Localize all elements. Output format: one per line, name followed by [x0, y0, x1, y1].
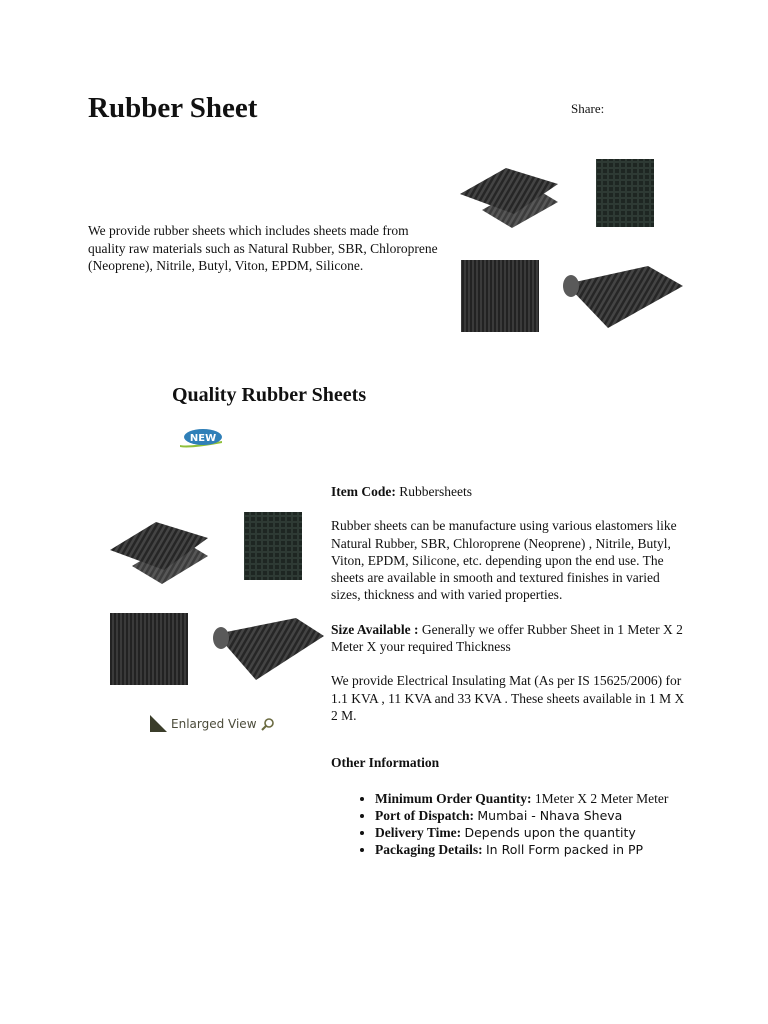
other-information-list — [331, 790, 686, 859]
grid-mat-image — [596, 159, 654, 227]
share-label[interactable]: Share: — [571, 101, 605, 116]
item-code — [331, 483, 686, 500]
enlarged-view-label: Enlarged View — [171, 716, 257, 731]
list-item: • Port of Dispatch: Mumbai - Nhava Sheva — [375, 807, 686, 824]
list-item: • Minimum Order Quantity: 1Meter X 2 Meter Meter — [375, 790, 686, 807]
ribbed-sheet-image — [461, 260, 539, 332]
svg-text:NEW: NEW — [189, 433, 217, 444]
intro-paragraph: We provide rubber sheets which includes sheets made from quality raw materials such as Natural Rubber, SBR, Chloroprene (Neoprene), Nitrile, Butyl, Viton, EPDM, Silicone. — [88, 223, 438, 273]
product-images-lower[interactable] — [106, 510, 326, 690]
size-available — [331, 621, 686, 656]
page-title: Rubber Sheet — [88, 92, 258, 124]
item-code-value: Rubbersheets — [399, 484, 472, 499]
enlarged-view-link[interactable] — [150, 715, 275, 732]
size-label: Size Available : — [331, 621, 419, 637]
rubber-roll-image — [213, 618, 324, 680]
new-badge-icon — [178, 427, 224, 449]
description-paragraph: Rubber sheets can be manufacture using various elastomers like Natural Rubber, SBR, Chloroprene (Neoprene) , Nitrile, Butyl, Viton, EPDM, Silicone, etc. depending upon the end use. The sheets are available in smooth and textured finishes in varied sizes, thickness and with varied properties. — [331, 518, 677, 603]
mat-tiles-image — [110, 522, 208, 584]
mat-tiles-image — [460, 168, 558, 228]
magnifier-icon — [261, 717, 275, 731]
list-item: • Delivery Time: Depends upon the quantity — [375, 824, 686, 841]
product-details — [331, 483, 686, 859]
section-title: Quality Rubber Sheets — [172, 384, 367, 406]
item-code-label: Item Code: — [331, 484, 396, 499]
electrical-paragraph: We provide Electrical Insulating Mat (As per IS 15625/2006) for 1.1 KVA , 11 KVA and 33 KVA . These sheets available in 1 M X 2 M. — [331, 673, 685, 723]
rubber-roll-image — [563, 266, 683, 328]
ribbed-sheet-image — [110, 613, 188, 685]
product-images-top — [458, 156, 688, 336]
other-information-heading: Other Information — [331, 755, 440, 771]
size-value: Generally we offer Rubber Sheet in 1 Meter X 2 Meter X your required Thickness — [331, 621, 683, 655]
corner-triangle-icon — [150, 715, 167, 732]
list-item: • Packaging Details: In Roll Form packed in PP — [375, 841, 686, 858]
grid-mat-image — [244, 512, 302, 580]
